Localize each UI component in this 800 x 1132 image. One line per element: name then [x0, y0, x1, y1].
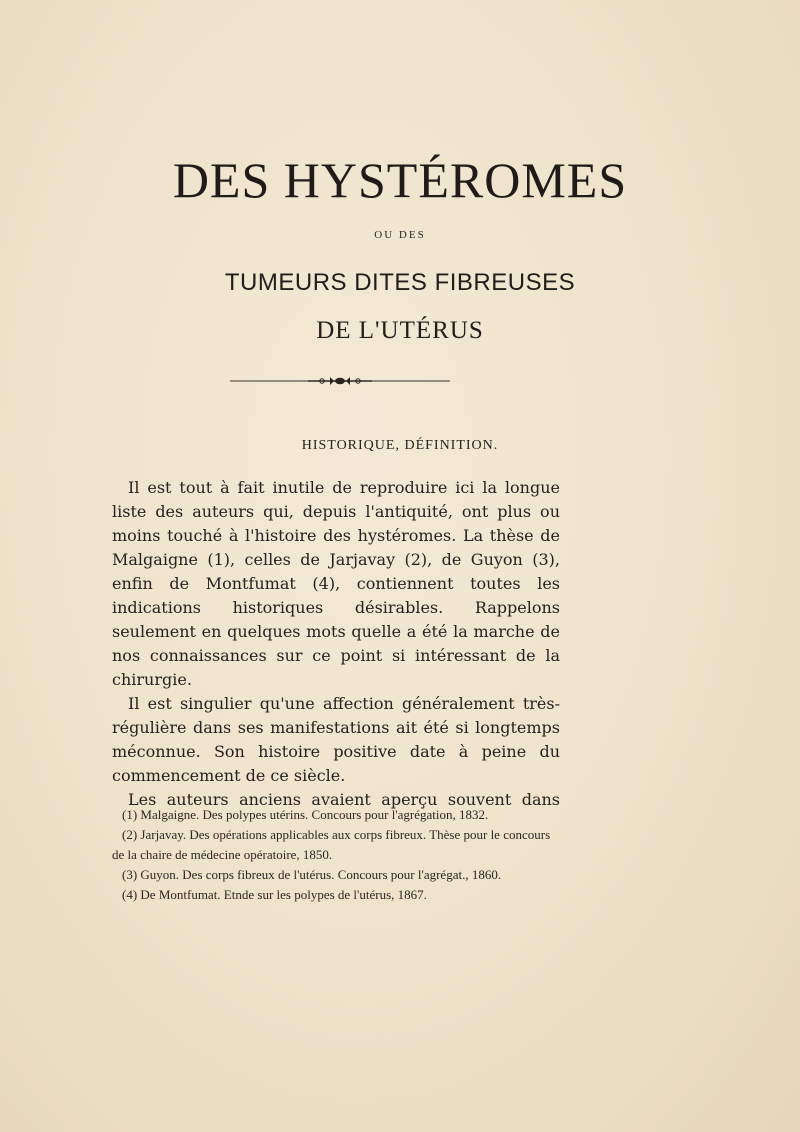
- paragraph: Les auteurs anciens avaient aperçu souvent dans: [128, 790, 560, 809]
- footnotes: [112, 805, 562, 905]
- paragraph: Il est tout à fait inutile de reproduire ici la longue liste des auteurs qui, depuis l'antiquité, ont plus ou moins touché à l'histoire des hystéromes. La thèse de Malgaigne (1), celles de Jarjavay (2), de Guyon (3), enfin de Montfumat (4), contiennent toutes les indications historiques désirables. Rappelons seulement en quelques mots quelle a été la marche de nos connaissances sur ce point si intéressant de la chirurgie.: [112, 478, 560, 689]
- paragraph: Il est singulier qu'une affection généralement très-régulière dans ses manifestations ait été si longtemps méconnue. Son histoire positive date à peine du commencement de ce siècle.: [112, 694, 560, 785]
- footnote: (3) Guyon. Des corps fibreux de l'utérus. Concours pour l'agrégat., 1860.: [122, 867, 502, 882]
- main-title: DES HYSTÉROMES: [172, 152, 628, 208]
- title-connector: OU DES: [374, 229, 426, 241]
- footnote: (2) Jarjavay. Des opérations applicables aux corps fibreux. Thèse pour le concours de la chaire de médecine opératoire, 1850.: [112, 827, 551, 862]
- ornament-divider: [230, 373, 450, 387]
- section-heading: HISTORIQUE, DÉFINITION.: [301, 438, 499, 453]
- subtitle: TUMEURS DITES FIBREUSES: [224, 269, 576, 296]
- subtitle-uterus: DE L'UTÉRUS: [316, 317, 484, 344]
- body-text: [112, 476, 560, 812]
- footnote: (1) Malgaigne. Des polypes utérins. Concours pour l'agrégation, 1832.: [122, 807, 489, 822]
- footnote: (4) De Montfumat. Etnde sur les polypes de l'utérus, 1867.: [122, 887, 427, 902]
